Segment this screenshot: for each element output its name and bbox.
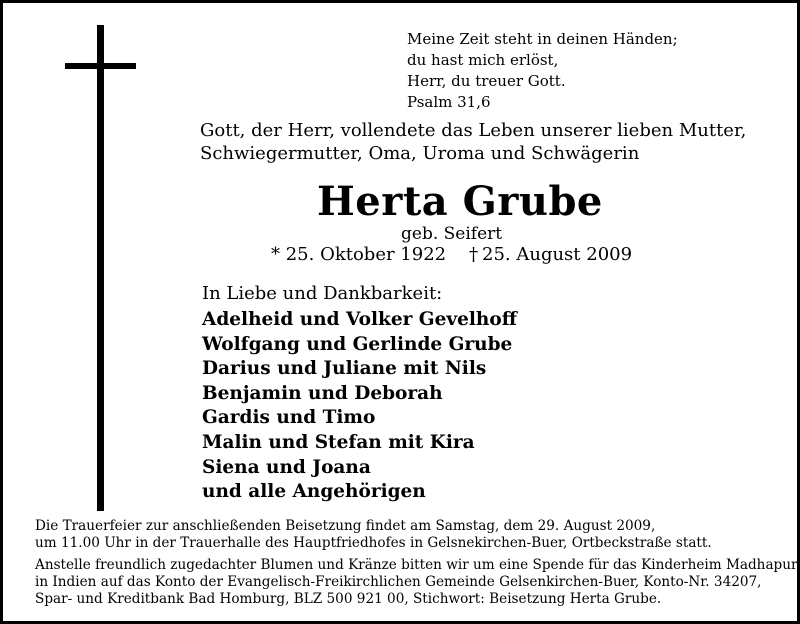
mourner-entry: und alle Angehörigen [202,481,426,503]
maiden-name: geb. Seifert [401,224,503,244]
notice-line: um 11.00 Uhr in der Trauerhalle des Hauptfriedhofes in Gelsnekirchen-Buer, Ortbeckstraße statt. [35,535,712,551]
dagger-icon: † [469,244,478,265]
notice-line: Spar- und Kreditbank Bad Homburg, BLZ 500 921 00, Stichwort: Beisetzung Herta Grube. [35,591,662,607]
intro-text [200,119,746,165]
thanks-line: In Liebe und Dankbarkeit: [202,283,443,304]
mourner-entry: Benjamin und Deborah [202,382,443,404]
psalm-line: Herr, du treuer Gott. [407,72,566,90]
mourner-entry: Malin und Stefan mit Kira [202,431,475,453]
mourners-list [202,308,517,505]
notice-line: Die Trauerfeier zur anschließenden Beisetzung findet am Samstag, dem 29. August 2009, [35,518,656,534]
mourner-entry: Adelheid und Volker Gevelhoff [202,309,517,330]
service-notice [35,518,712,552]
mourner-entry: Wolfgang und Gerlinde Grube [202,333,513,355]
death-date-line [469,244,632,266]
notice-line: Anstelle freundlich zugedachter Blumen und Kränze bitten wir um eine Spende für das Kinderheim Madhapur [35,557,798,573]
cross-icon-bar [65,63,136,69]
mourner-entry: Darius und Juliane mit Nils [202,358,487,380]
intro-line: Schwiegermutter, Oma, Uroma und Schwägerin [200,143,640,164]
psalm-reference: Psalm 31,6 [407,93,491,111]
birth-date: * 25. Oktober 1922 [271,244,447,265]
psalm-line: du hast mich erlöst, [407,51,559,69]
intro-line: Gott, der Herr, vollendete das Leben unserer lieben Mutter, [200,120,747,141]
deceased-name: Herta Grube [317,178,603,225]
cross-icon [97,25,104,511]
psalm-quote [407,29,678,113]
psalm-line: Meine Zeit steht in deinen Händen; [407,30,678,48]
mourner-entry: Siena und Joana [202,456,371,478]
notice-line: in Indien auf das Konto der Evangelisch-Freikirchlichen Gemeinde Gelsenkirchen-Buer, Konto-Nr. 34207, [35,574,762,590]
death-date: 25. August 2009 [482,244,633,265]
donation-notice [35,557,798,608]
mourner-entry: Gardis und Timo [202,407,376,429]
